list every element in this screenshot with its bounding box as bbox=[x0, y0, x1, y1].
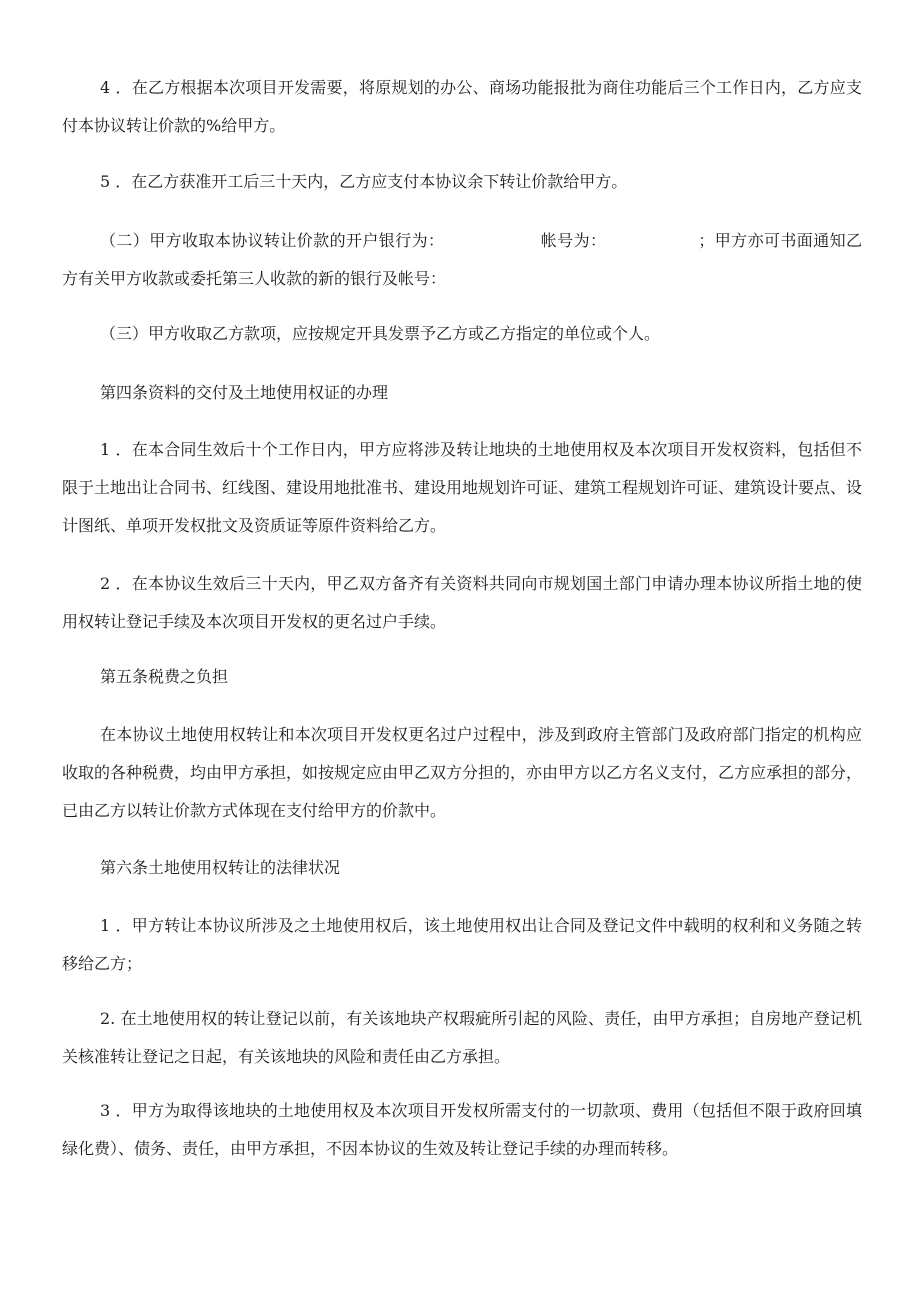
bank-account-clause bbox=[62, 222, 862, 298]
article-4-item-2: 2 ．在本协议生效后三十天内，甲乙双方备齐有关资料共同向市规划国土部门申请办理本协议所指土地的使用权转让登记手续及本次项目开发权的更名过户手续。 bbox=[62, 574, 862, 631]
clause-4-payment: 4 ．在乙方根据本次项目开发需要，将原规划的办公、商场功能报批为商住功能后三个工作日内，乙方应支付本协议转让价款的%给甲方。 bbox=[62, 78, 862, 135]
article-5-heading: 第五条税费之负担 bbox=[100, 667, 229, 686]
article-4-heading: 第四条资料的交付及土地使用权证的办理 bbox=[100, 383, 389, 402]
article-5-body: 在本协议土地使用权转让和本次项目开发权更名过户过程中，涉及到政府主管部门及政府部门指定的机构应收取的各种税费，均由甲方承担，如按规定应由甲乙双方分担的，亦由甲方以乙方名义支付，乙方应承担的部分，已由乙方以转让价款方式体现在支付给甲方的价款中。 bbox=[62, 725, 863, 820]
article-6-item-2: 2. 在土地使用权的转让登记以前，有关该地块产权瑕疵所引起的风险、责任，由甲方承担；自房地产登记机关核准转让登记之日起，有关该地块的风险和责任由乙方承担。 bbox=[62, 1009, 862, 1066]
invoice-clause: （三）甲方收取乙方款项，应按规定开具发票予乙方或乙方指定的单位或个人。 bbox=[100, 324, 661, 343]
bank-clause-part2: 帐号为： bbox=[540, 231, 607, 250]
clause-5-payment: 5 ．在乙方获准开工后三十天内，乙方应支付本协议余下转让价款给甲方。 bbox=[100, 172, 628, 191]
article-6-item-3: 3 ．甲方为取得该地块的土地使用权及本次项目开发权所需支付的一切款项、费用（包括但不限于政府回填绿化费）、债务、责任，由甲方承担，不因本协议的生效及转让登记手续的办理而转移。 bbox=[62, 1101, 862, 1158]
bank-clause-part3: ；甲方亦可书面通知乙方有关甲方收款或委托第三人收款的新的银行及帐号： bbox=[62, 231, 862, 288]
article-4-item-1: 1 ．在本合同生效后十个工作日内，甲方应将涉及转让地块的土地使用权及本次项目开发权资料，包括但不限于土地出让合同书、红线图、建设用地批准书、建设用地规划许可证、建筑工程规划许可证、建筑设计要点、设计图纸、单项开发权批文及资质证等原件资料给乙方。 bbox=[62, 440, 863, 535]
article-6-item-1: 1 ．甲方转让本协议所涉及之土地使用权后，该土地使用权出让合同及登记文件中载明的权利和义务随之转移给乙方； bbox=[62, 916, 862, 973]
bank-clause-part1: （二）甲方收取本协议转让价款的开户银行为： bbox=[100, 231, 445, 250]
article-6-heading: 第六条土地使用权转让的法律状况 bbox=[100, 858, 341, 877]
